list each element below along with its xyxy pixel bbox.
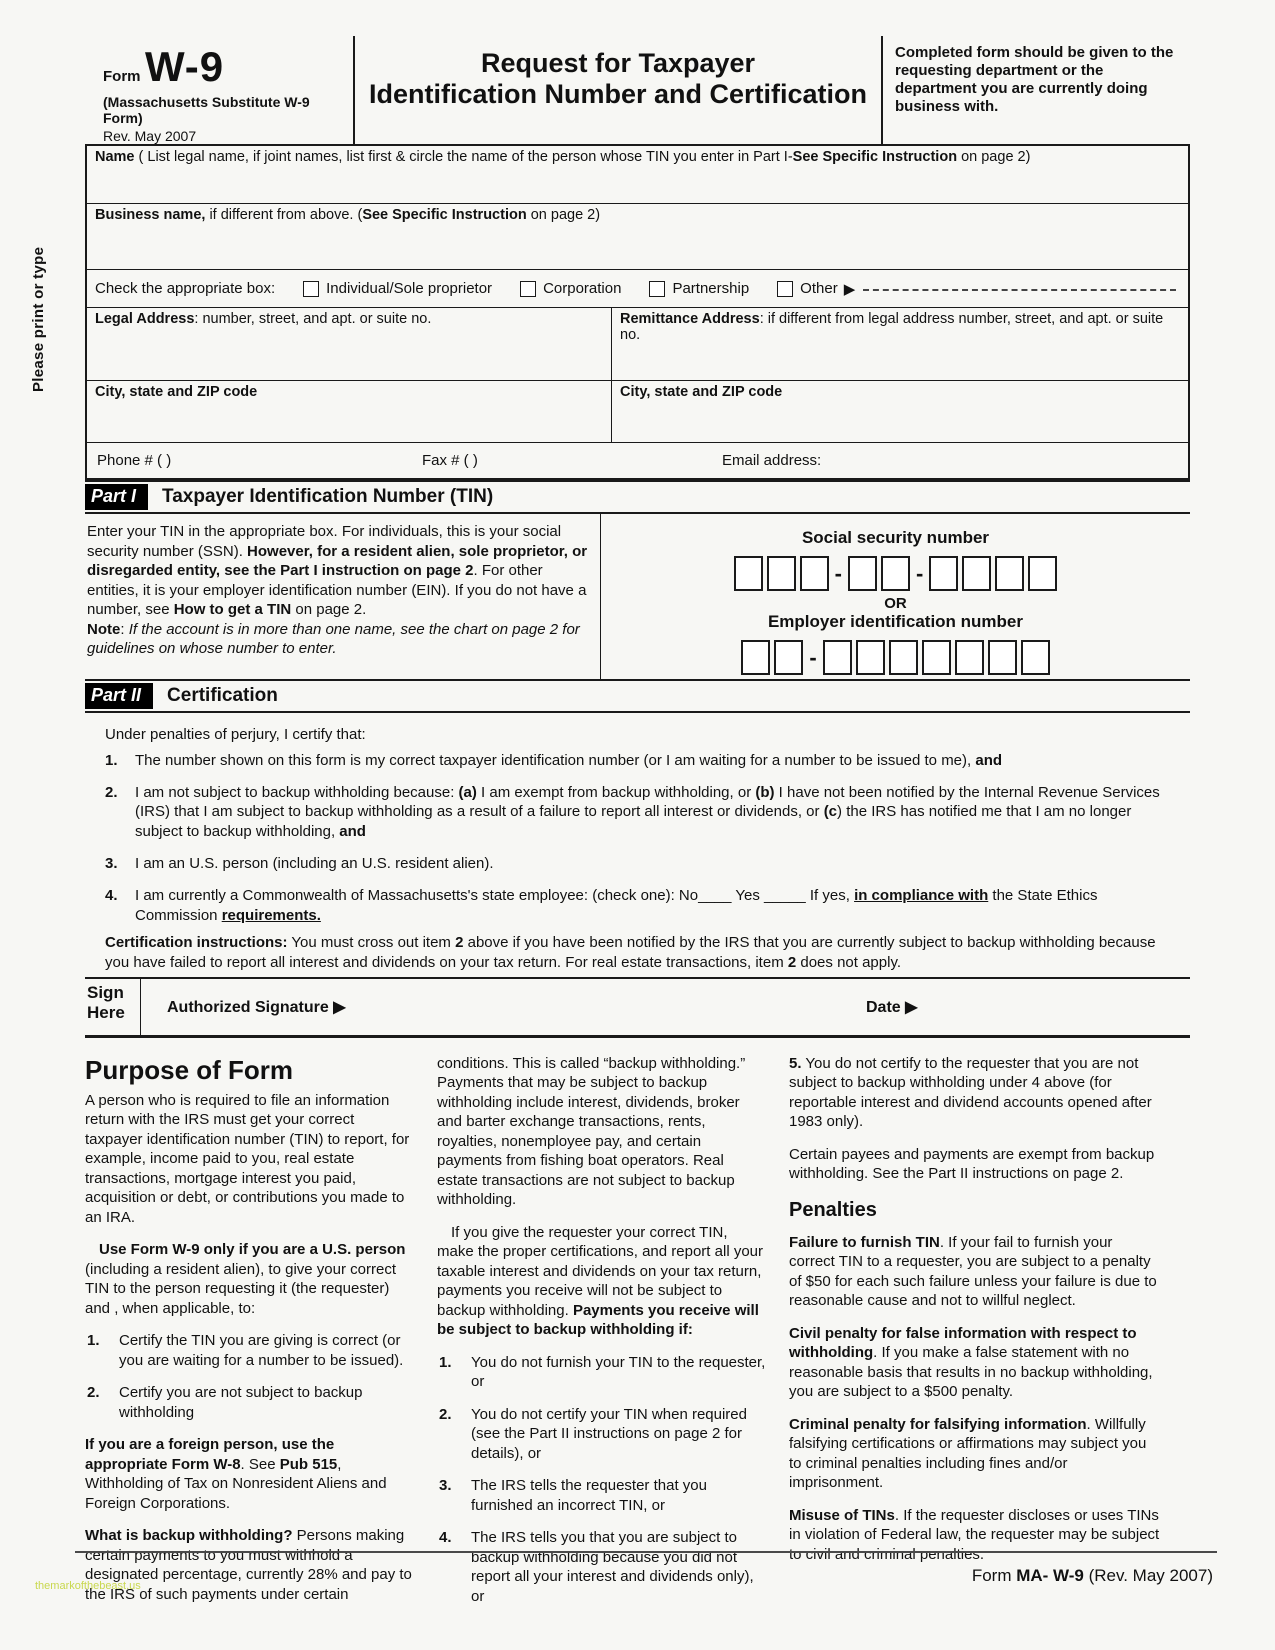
part1-header-bar [85,480,1190,514]
ssn-digit-box[interactable] [1028,556,1057,591]
part1-body [85,514,1190,681]
ssn-digit-box[interactable] [881,556,910,591]
instructions-section [85,1054,1190,1620]
criminal-penalty-paragraph: Criminal penalty for falsifying information. Willfully falsifying certifications or affirmations may subject you to criminal penalties including fines and/or imprisonment. [789,1415,1147,1492]
remittance-city-input-area[interactable] [87,403,1188,442]
failure-to-furnish-paragraph: Failure to furnish TIN. If your fail to furnish your correct TIN to a requester, you are subject to a penalty of $50 for each such failure unless your failure is due to reasonable cause and not to willful neglect. [789,1233,1157,1310]
withholding-list-item-2: 2. You do not certify your TIN when required (see the Part II instructions on page 2 for details), or [439,1405,747,1462]
ssn-label: Social security number [801,528,990,547]
form-id-block [85,36,353,144]
checkbox-partnership-label: Partnership [672,280,750,297]
name-input-area[interactable] [87,168,1188,203]
cert-item-text: I am not subject to backup withholding because: (a) I am exempt from backup withholding, or (b) I have not been notified by the Internal Revenue Services (IRS) that I am subject to backup withholding as a result of a failure to report all interest or dividends, or (c) the IRS has notified me that I am no longer subject to backup withholding, and [135,783,1160,841]
part2-tag: Part II [85,683,153,709]
cert-item-text: The number shown on this form is my correct taxpayer identification number (or I am waiting for a number to be issued to me), and [135,751,1003,769]
ssn-digit-box[interactable] [929,556,958,591]
or-label: OR [884,595,907,612]
ein-digit-box[interactable] [988,640,1017,675]
form-number: W-9 [144,43,225,90]
cert-item-number: 4. [105,886,118,904]
part2-header-bar [85,681,1190,713]
form-word: Form [103,68,141,85]
authorized-signature-label: Authorized Signature ▶ [167,998,346,1016]
ssn-digit-box[interactable] [962,556,991,591]
contact-row [87,442,1188,478]
penalties-heading: Penalties [789,1198,877,1221]
cert-item-4[interactable] [105,886,1174,926]
instructions-column-1 [85,1054,415,1620]
email-field[interactable]: Email address: [722,452,822,469]
routing-note: Completed form should be given to the requesting department or the department you are currently doing business with. [895,44,1174,115]
watermark-text: themarkofthebeast.us [35,1580,141,1592]
part2-title: Certification [167,685,278,706]
ssn-digit-box[interactable] [995,556,1024,591]
purpose-paragraph-1: A person who is required to file an information return with the IRS must get your correct taxpayer identification number (TIN) to report, for example, income paid to you, real estate transactions, mortgage interest you paid, acquisition or debt, or contributions you made to an IRA. [85,1091,410,1226]
remittance-city-label: City, state and ZIP code [620,384,783,400]
ssn-digit-box[interactable] [800,556,829,591]
ein-digit-box[interactable] [856,640,885,675]
form-title [353,36,883,144]
withholding-list-item-1: 1. You do not furnish your TIN to the requester, or [439,1353,766,1391]
instructions-column-2 [437,1054,767,1620]
ein-digit-box[interactable] [1021,640,1050,675]
city-row [87,380,1188,442]
certification-intro: Under penalties of perjury, I certify that: [105,726,366,743]
print-or-type-note: Please print or type [30,246,47,392]
exempt-payees-paragraph: Certain payees and payments are exempt from backup withholding. See the Part II instructions on page 2. [789,1145,1155,1183]
business-name-row [87,203,1188,269]
form-revision: Rev. May 2007 [103,128,197,144]
checkbox-corporation-label: Corporation [543,280,622,297]
withholding-list-item-5: 5. You do not certify to the requester that you are not subject to backup withholding under 4 above (for reportable interest and dividend accounts opened after 1983 only). [789,1054,1152,1131]
footer-divider [75,1551,1217,1553]
taxpayer-info-table [85,144,1190,480]
remittance-address-input-area[interactable] [87,330,1188,380]
checkbox-partnership[interactable] [649,281,665,297]
remittance-address-label: Remittance Address: if different from legal address number, street, and apt. or suite no. [620,311,1164,343]
cert-item-number: 2. [105,783,118,801]
conditions-paragraph: conditions. This is called “backup withholding.” Payments that may be subject to backup withholding include interest, dividends, broker and barter exchange transactions, rents, royalties, nonemployee pay, and certain payments from fishing boat operators. Real estate transactions are not subject to backup withholding. [437,1054,746,1209]
cert-item-text: I am an U.S. person (including an U.S. resident alien). [135,854,494,872]
footer-form-id: Form MA- W-9 (Rev. May 2007) [971,1566,1213,1585]
tin-instructions [85,514,600,679]
remittance-address-cell [611,308,1188,380]
checkbox-other[interactable] [777,281,793,297]
form-subtitle: (Massachusetts Substitute W-9 Form) [103,94,310,126]
ssn-dash: - [916,560,924,586]
certification-body [85,713,1190,977]
withholding-list-item-3: 3. The IRS tells the requester that you furnished an incorrect TIN, or [439,1477,707,1514]
legal-address-label: Legal Address: number, street, and apt. or suite no. [95,311,432,327]
cert-item-text: I am currently a Commonwealth of Massachusetts's state employee: (check one): No____ Yes _____ If yes, in compliance with the State Ethics Commission requirements. [135,886,1098,924]
tin-instructions-text: Enter your TIN in the appropriate box. For individuals, this is your social security number (SSN). However, for a resident alien, sole proprietor, or disregarded entity, see the Part I instruction on page 2. For other entities, it is your employer identification number (EIN). If you do not have a number, see How to get a TIN on page 2. [87,523,588,618]
tin-entry-panel [600,514,1190,679]
cert-item-number: 1. [105,751,118,769]
purpose-of-form-heading: Purpose of Form [85,1054,294,1085]
civil-penalty-paragraph: Civil penalty for false information with respect to withholding. If you make a false statement with no reasonable basis that results in no backup withholding, you are subject to a $500 penalty. [789,1324,1153,1401]
fax-field[interactable]: Fax # ( ) [422,452,478,469]
checkbox-other-label: Other [800,280,838,297]
address-row [87,307,1188,380]
ein-dash: - [809,644,817,670]
cert-item-number: 3. [105,854,118,872]
remittance-city-cell [611,381,1188,442]
checkbox-individual-label: Individual/Sole proprietor [326,280,493,297]
business-name-input-area[interactable] [87,226,1188,269]
checkbox-individual-sole-proprietor[interactable] [303,281,319,297]
cert-item-1 [105,751,1174,771]
ein-digit-box[interactable] [823,640,852,675]
name-row [87,146,1188,203]
ssn-digit-box[interactable] [767,556,796,591]
entity-type-row [87,269,1188,307]
arrow-right-icon: ▶ [905,998,918,1016]
business-name-label: Business name, if different from above. (See Specific Instruction on page 2) [95,207,601,223]
ein-label: Employer identification number [767,612,1024,631]
check-box-prompt: Check the appropriate box: [95,280,276,297]
signature-row [85,977,1190,1038]
withholding-list-item-4: 4. The IRS tells you that you are subject to backup withholding because you did not report all your interest and dividends only), or [439,1529,754,1605]
ein-digit-box[interactable] [922,640,951,675]
ein-digit-box[interactable] [955,640,984,675]
checkbox-corporation[interactable] [520,281,536,297]
cert-item-3 [105,854,1174,874]
ssn-boxes [601,556,1190,591]
ein-boxes [601,640,1190,675]
form-title-line2: Identification Number and Certification [368,79,868,110]
cert-item-2 [105,783,1174,842]
ein-digit-box[interactable] [741,640,770,675]
purpose-list-item-2: 2. Certify you are not subject to backup withholding [87,1384,363,1421]
ein-digit-box[interactable] [889,640,918,675]
legal-city-label: City, state and ZIP code [95,384,258,400]
requester-tin-paragraph: If you give the requester your correct TIN, make the proper certifications, and report all your taxable interest and dividends on your tax return, payments you receive will not be subject to backup withholding. Payments you receive will be subject to backup withholding if: [437,1223,763,1339]
ssn-digit-box[interactable] [734,556,763,591]
backup-withholding-paragraph: What is backup withholding? Persons making certain payments to you must withhold a designated percentage, currently 28% and pay to the IRS of such payments under certain [85,1527,412,1603]
ssn-dash: - [834,560,842,586]
signature-area[interactable] [141,979,1190,1035]
foreign-person-paragraph: If you are a foreign person, use the appropriate Form W-8. See Pub 515, Withholding of Tax on Nonresident Aliens and Foreign Corporations. [85,1436,387,1512]
certification-instructions: Certification instructions: You must cross out item 2 above if you have been notified by the IRS that you are currently subject to backup withholding because you have failed to report all interest and dividends on your tax return. For real estate transactions, item 2 does not apply. [105,934,1156,972]
name-label: Name ( List legal name, if joint names, list first & circle the name of the person whose TIN you enter in Part I-See Specific Instruction on page 2) [95,149,1031,165]
tin-note-text: Note: If the account is in more than one name, see the chart on page 2 for guidelines on whose number to enter. [87,620,580,657]
arrow-right-icon: ▶ [843,280,856,298]
misuse-of-tins-paragraph: Misuse of TINs. If the requester discloses or uses TINs in violation of Federal law, the requester may be subject to civil and criminal penalties. [789,1506,1160,1563]
form-title-line1: Request for Taxpayer [480,48,756,78]
other-fill-in-line[interactable] [863,289,1176,291]
date-label: Date ▶ [866,998,918,1016]
phone-field[interactable]: Phone # ( ) [97,452,172,469]
part1-title: Taxpayer Identification Number (TIN) [162,486,494,507]
ssn-digit-box[interactable] [848,556,877,591]
part1-tag: Part I [85,484,148,510]
ein-digit-box[interactable] [774,640,803,675]
sign-here-label: Sign Here [85,979,141,1035]
purpose-paragraph-2: Use Form W-9 only if you are a U.S. person (including a resident alien), to give your correct TIN to the person requesting it (the requester) and , when applicable, to: [85,1241,406,1317]
purpose-list-item-1: 1. Certify the TIN you are giving is correct (or you are waiting for a number to be issued). [87,1332,404,1369]
instructions-column-3 [789,1054,1161,1620]
arrow-right-icon: ▶ [333,998,346,1016]
form-header [85,36,1190,144]
